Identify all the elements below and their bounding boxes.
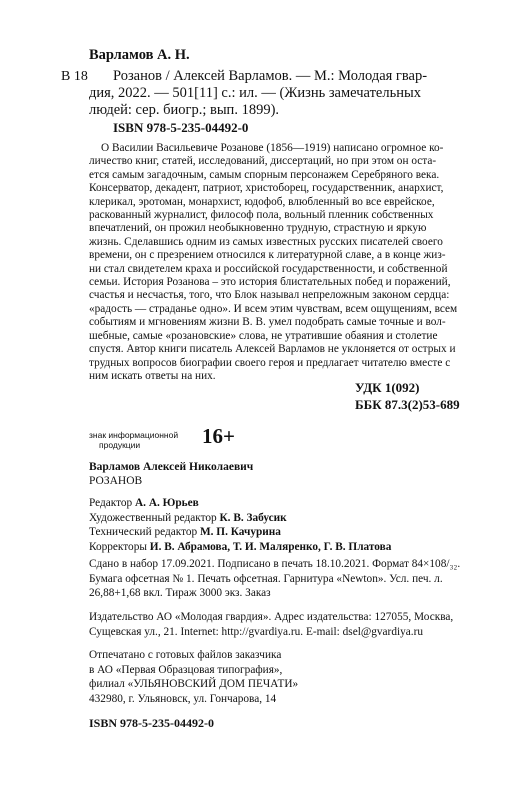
age-rating-badge: 16+ bbox=[202, 424, 235, 448]
print-info-line: 26,88+1,68 вкл. Тираж 3000 экз. Заказ bbox=[89, 587, 271, 599]
annotation-line: раскованный журналист, философ пола, вольный пленник собственных bbox=[89, 209, 434, 222]
biblio-line: Розанов / Алексей Варламов. — М.: Молодая гвар- bbox=[113, 68, 428, 84]
annotation-line: Консерватор, декадент, патриот, христоборец, государственник, анархист, bbox=[89, 182, 444, 195]
catalog-author: Варламов А. Н. bbox=[89, 47, 190, 63]
print-info bbox=[89, 557, 460, 601]
credit-line bbox=[89, 511, 391, 526]
annotation-line: семьи. История Розанова – это история блистательных побед и поражений, bbox=[89, 276, 451, 289]
book-title: РОЗАНОВ bbox=[89, 475, 143, 487]
publisher-line: Сущевская ул., 21. Internet: http://gvardiya.ru. E-mail: dsel@gvardiya.ru bbox=[89, 625, 424, 638]
biblio-line: людей: сер. биогр.; вып. 1899). bbox=[89, 102, 280, 118]
annotation-line: клерикал, эротоман, монархист, юдофоб, влюбленный во все еврейское, bbox=[89, 195, 435, 208]
isbn-bottom: ISBN 978-5-235-04492-0 bbox=[89, 716, 214, 730]
biblio-description bbox=[89, 68, 469, 119]
annotation-line: времени, он с презрением относился к литературной славе, а в конце жиз- bbox=[89, 249, 446, 262]
printer-info bbox=[89, 648, 298, 706]
printer-line: 432980, г. Ульяновск, ул. Гончарова, 14 bbox=[89, 692, 277, 705]
annotation-line: личество книг, статей, исследований, диссертаций, но при этом он оста- bbox=[89, 155, 437, 168]
catalog-code: В 18 bbox=[61, 69, 88, 84]
printer-line: в АО «Первая Образцовая типография», bbox=[89, 663, 283, 676]
credit-line bbox=[89, 496, 391, 511]
annotation-line: трудных вопросов биографии своего героя и предлагает читателю вместе с bbox=[89, 356, 451, 369]
age-rating-label-line: знак информационной bbox=[89, 430, 179, 440]
credit-line bbox=[89, 540, 391, 555]
annotation-line: событиям и мгновениям жизни В. В. умел подобрать самые точные и вол- bbox=[89, 316, 446, 329]
annotation-line: ни стал свидетелем краха и российской государственности, и собственной bbox=[89, 262, 448, 275]
credit-name: К. В. Забусик bbox=[219, 511, 287, 524]
credit-role: Художественный редактор bbox=[89, 511, 220, 524]
annotation-line: О Василии Васильевиче Розанове (1856—1919) написано огромное ко- bbox=[101, 142, 444, 154]
isbn-top: ISBN 978-5-235-04492-0 bbox=[113, 120, 249, 135]
credit-role: Корректоры bbox=[89, 540, 150, 553]
full-author-name: Варламов Алексей Николаевич bbox=[89, 461, 254, 473]
credit-line bbox=[89, 525, 391, 540]
annotation-line: спустя. Автор книги писатель Алексей Варламов не уклоняется от острых и bbox=[89, 343, 456, 356]
printer-line: Отпечатано с готовых файлов заказчика bbox=[89, 649, 282, 661]
annotation-line: ется самым загадочным, самым спорным персонажем Серебряного века. bbox=[89, 168, 440, 181]
credit-name: А. А. Юрьев bbox=[135, 497, 199, 509]
print-info-line: Сдано в набор 17.09.2021. Подписано в печать 18.10.2021. Формат 84×108/₃₂. bbox=[89, 558, 461, 570]
publisher-info bbox=[89, 610, 453, 639]
bbk-code: ББК 87.3(2)53-689 bbox=[355, 397, 460, 412]
annotation-line: шебные, самые «розановские» слова, не утратившие обаяния и столетие bbox=[89, 329, 438, 342]
credit-name: М. П. Качурина bbox=[200, 526, 281, 538]
annotation-line: жизнь. Сделавшись одним из самых известных русских писателей своего bbox=[89, 235, 443, 248]
annotation-line: «радость — страданье одно». И всем этим чувствам, всем ощущениям, всем bbox=[89, 302, 458, 315]
credits bbox=[89, 496, 391, 554]
credit-role: Технический редактор bbox=[89, 526, 200, 538]
publisher-line: Издательство АО «Молодая гвардия». Адрес издательства: 127055, Москва, bbox=[89, 611, 454, 623]
credit-role: Редактор bbox=[89, 497, 136, 509]
udk-code: УДК 1(092) bbox=[355, 380, 420, 395]
annotation-line: впечатлений, он прожил необыкновенно трудную, страстную и яркую bbox=[89, 222, 427, 235]
credit-name: И. В. Абрамова, Т. И. Маляренко, Г. В. Платова bbox=[149, 540, 392, 553]
annotation-line: счастья и несчастья, того, что Блок называл непреложным законом сердца: bbox=[89, 289, 450, 302]
age-rating-label-line: продукции bbox=[99, 440, 141, 450]
biblio-line: дия, 2022. — 501[11] с.: ил. — (Жизнь замечательных bbox=[89, 85, 421, 101]
annotation bbox=[89, 142, 464, 383]
annotation-line: ним искать ответы на них. bbox=[89, 369, 216, 382]
age-rating-label bbox=[89, 430, 178, 450]
printer-line: филиал «УЛЬЯНОВСКИЙ ДОМ ПЕЧАТИ» bbox=[89, 678, 299, 690]
print-info-line: Бумага офсетная № 1. Печать офсетная. Гарнитура «Newton». Усл. печ. л. bbox=[89, 572, 443, 585]
